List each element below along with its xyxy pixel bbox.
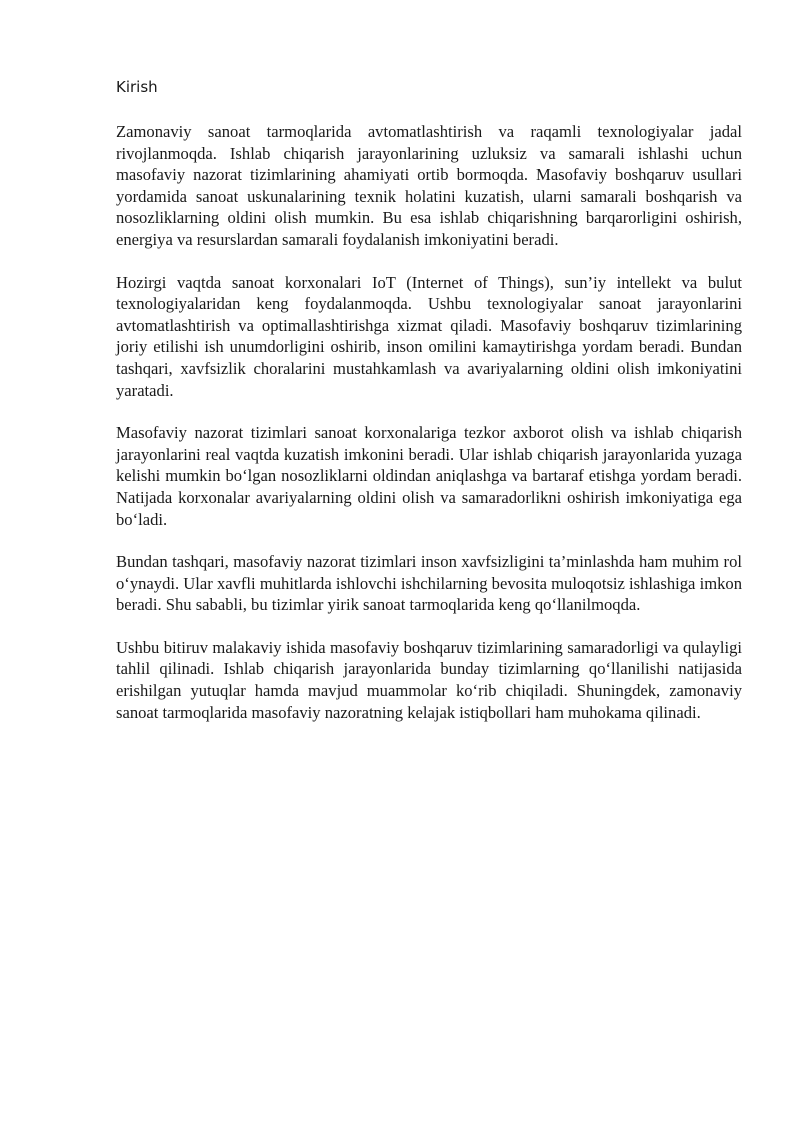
section-heading: Kirish: [116, 78, 158, 96]
paragraph-2: Hozirgi vaqtda sanoat korxonalari IoT (Internet of Things), sun’iy intellekt va bulut texnologiyalaridan keng foydalanmoqda. Ushbu texnologiyalar sanoat jarayonlarini avtomatlashtirish va optimallashtirishga xizmat qiladi. Masofaviy boshqaruv tizimlarining joriy etilishi ish unumdorligini oshirib, inson omilini kamaytirishga yordam beradi. Bundan tashqari, xavfsizlik choralarini mustahkamlash va avariyalarning oldini olish imkoniyatini yaratadi.: [116, 272, 742, 400]
paragraph-1: Zamonaviy sanoat tarmoqlarida avtomatlashtirish va raqamli texnologiyalar jadal rivojlanmoqda. Ishlab chiqarish jarayonlarining uzluksiz va samarali ishlashi uchun masofaviy nazorat tizimlarining ahamiyati ortib bormoqda. Masofaviy boshqaruv usullari yordamida sanoat uskunalarining texnik holatini kuzatish, ularni samarali boshqarish va nosozliklarning oldini olish mumkin. Bu esa ishlab chiqarishning barqarorligini oshirish, energiya va resurslardan samarali foydalanish imkoniyatini beradi.: [116, 122, 742, 249]
document-body: [116, 121, 742, 744]
paragraph-5: Ushbu bitiruv malakaviy ishida masofaviy boshqaruv tizimlarining samaradorligi va qulayligi tahlil qilinadi. Ishlab chiqarish jarayonlarida bunday tizimlarning qo‘llanilishi natijasida erishilgan yutuqlar hamda mavjud muammolar ko‘rib chiqiladi. Shuningdek, zamonaviy sanoat tarmoqlarida masofaviy nazoratning kelajak istiqbollari ham muhokama qilinadi.: [116, 637, 742, 722]
paragraph-4: Bundan tashqari, masofaviy nazorat tizimlari inson xavfsizligini ta’minlashda ham muhim rol o‘ynaydi. Ular xavfli muhitlarda ishlovchi ishchilarning bevosita muloqotsiz ishlashiga imkon beradi. Shu sababli, bu tizimlar yirik sanoat tarmoqlarida keng qo‘llanilmoqda.: [116, 552, 742, 615]
paragraph-3: Masofaviy nazorat tizimlari sanoat korxonalariga tezkor axborot olish va ishlab chiqarish jarayonlarini real vaqtda kuzatish imkonini beradi. Ular ishlab chiqarish jarayonlarida yuzaga kelishi mumkin bo‘lgan nosozliklarni oldindan aniqlashga va bartaraf etishga yordam beradi. Natijada korxonalar avariyalarning oldini olish va samaradorlikni oshirish imkoniyatiga ega bo‘ladi.: [116, 423, 742, 529]
